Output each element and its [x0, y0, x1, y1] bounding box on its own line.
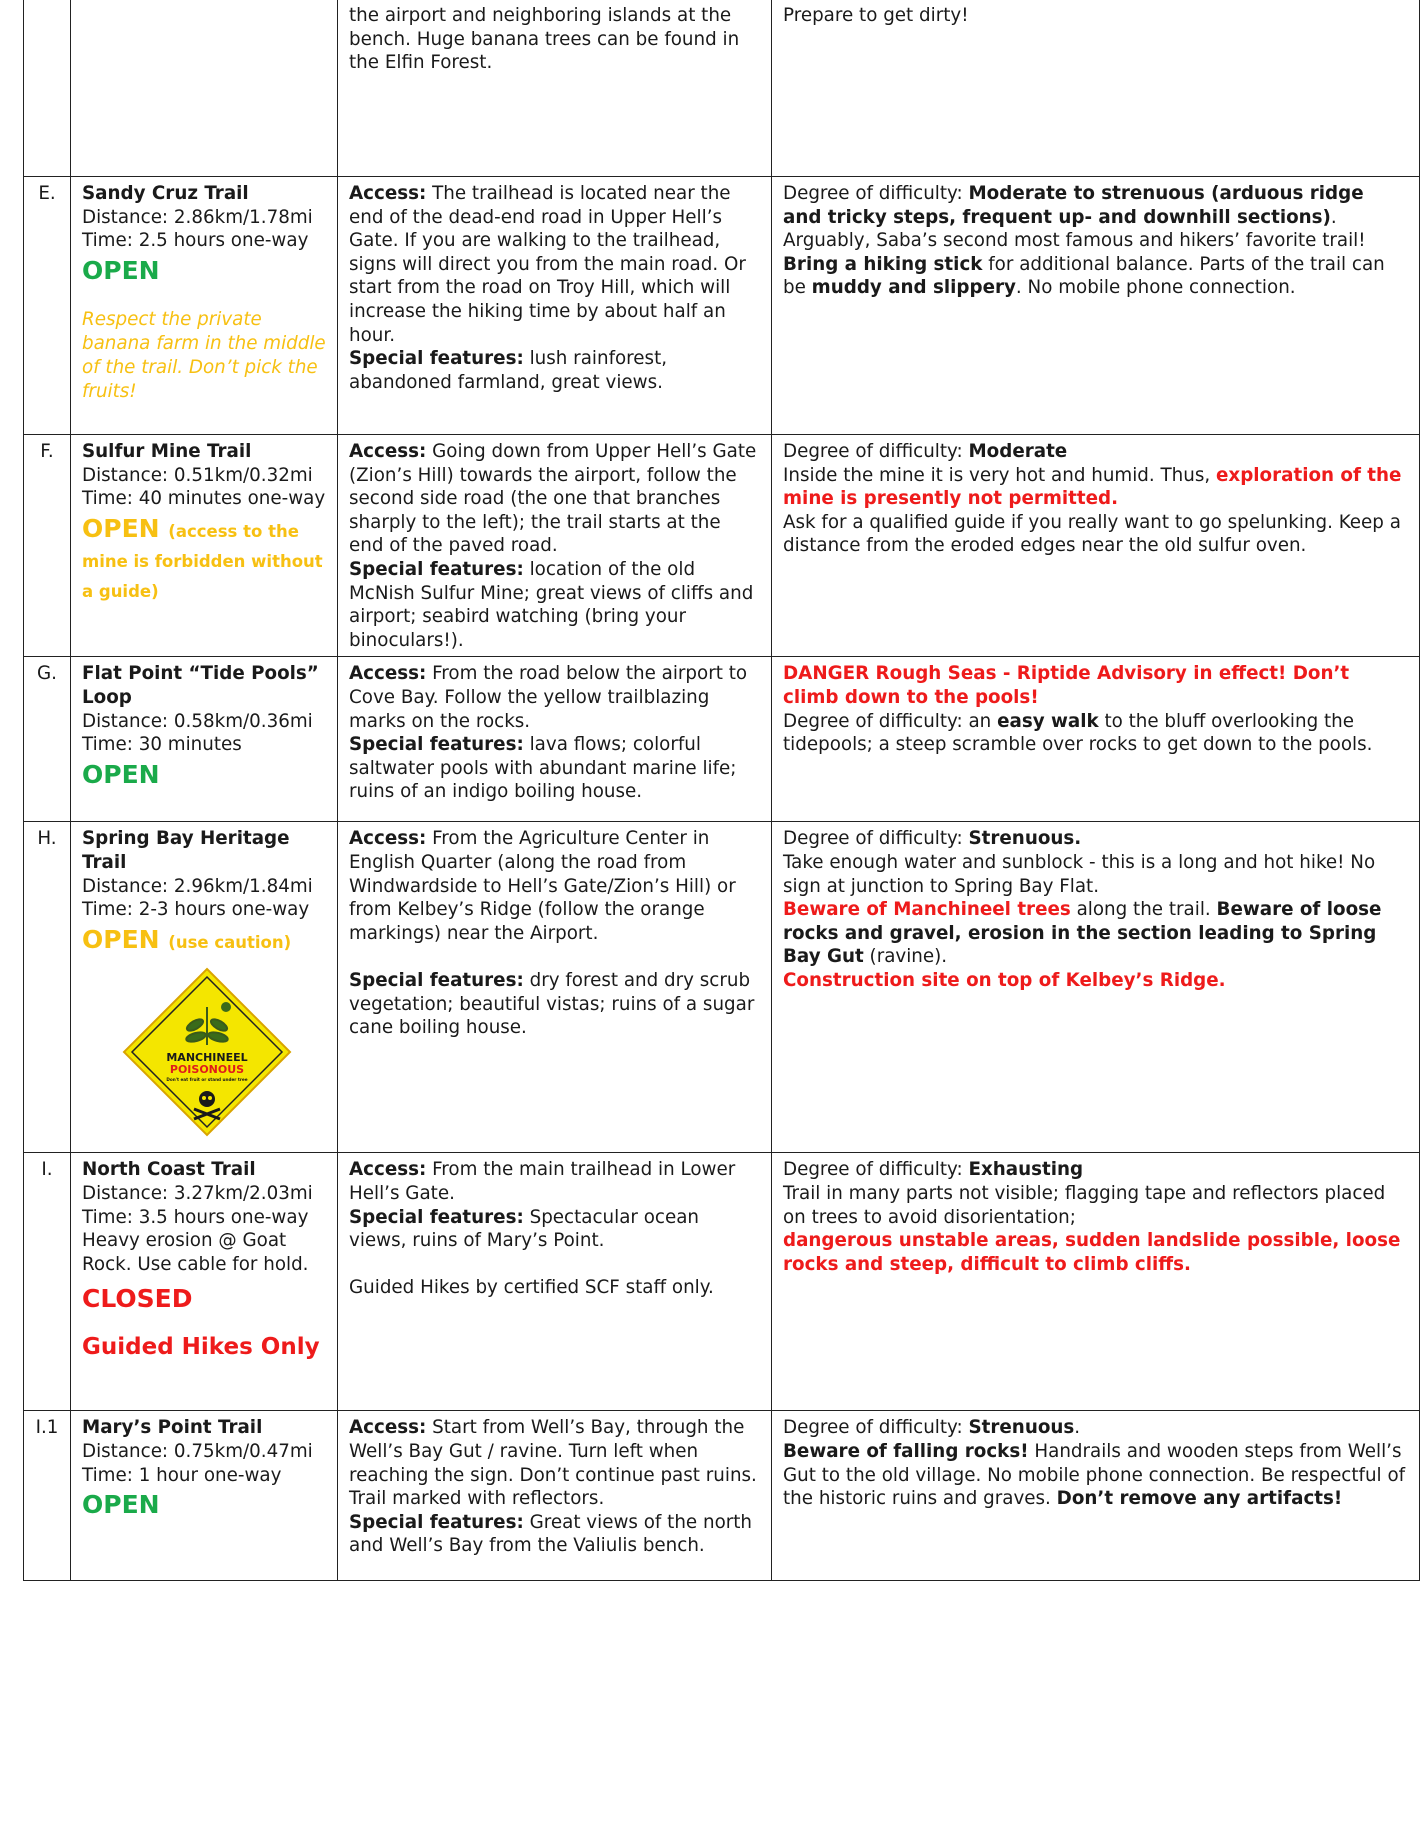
table-row	[24, 0, 1420, 177]
difficulty-cell: DANGER Rough Seas - Riptide Advisory in effect! Don’t climb down to the pools! Degree of difficulty: an easy walk to the bluff overlooking the tidepools; a steep scramble over rocks to get down to the pools.	[772, 657, 1420, 822]
poison-sign-icon	[122, 967, 292, 1137]
trail-distance: Distance: 2.86km/1.78mi	[82, 206, 313, 228]
access-label: Access:	[349, 441, 427, 462]
status-badge: OPEN (use caution)	[82, 924, 292, 954]
trail-note: Respect the private banana farm in the middle of the trail. Don’t pick the fruits!	[82, 308, 326, 402]
access-text: From the Agriculture Center in English Quarter (along the road from Windwardside to Hell’s Gate/Zion’s Hill) or from Kelbey’s Ridge (follow the orange markings) near the Airport.	[349, 828, 736, 944]
trail-distance: Distance: 0.51km/0.32mi	[82, 464, 313, 486]
difficulty-text: Prepare to get dirty!	[783, 5, 969, 26]
access-cell	[338, 177, 772, 435]
trail-info-cell	[71, 822, 338, 1153]
trail-time: Time: 30 minutes	[82, 734, 242, 756]
difficulty-cell	[772, 0, 1420, 177]
features-label: Special features:	[349, 1206, 524, 1228]
access-cell	[338, 0, 772, 177]
access-cell	[338, 822, 772, 1153]
trail-name: Sulfur Mine Trail	[82, 441, 252, 462]
difficulty-cell: Degree of difficulty: Moderate to strenuous (arduous ridge and tricky steps, frequent up- and downhill sections). Arguably, Saba’s second most famous and hikers’ favorite trail! Bring a hiking stick for additional balance. Parts of the trail can be muddy and slippery. No mobile phone connection.	[772, 177, 1420, 435]
features-label: Special features:	[349, 558, 524, 580]
row-id-cell	[24, 0, 71, 177]
row-id-cell: I.	[24, 1153, 71, 1411]
access-text: Going down from Upper Hell’s Gate (Zion’s Hill) towards the airport, follow the second side road (the one that branches sharply to the left); the trail starts at the end of the paved road.	[349, 441, 757, 557]
trails-table	[23, 0, 1420, 1581]
trail-distance: Distance: 3.27km/2.03mi	[82, 1182, 313, 1204]
manchineel-warning-sign-icon	[122, 967, 292, 1137]
trail-name: North Coast Trail	[82, 1159, 256, 1181]
features-text: Spectacular ocean views, ruins of Mary’s Point.	[349, 1206, 699, 1252]
access-text: the airport and neighboring islands at the bench. Huge banana trees can be found in the Elfin Forest.	[349, 5, 740, 74]
status-badge: OPEN (access to the mine is forbidden without a guide)	[82, 513, 323, 601]
difficulty-level: Moderate to strenuous (arduous ridge and tricky steps, frequent up- and downhill sections)	[783, 183, 1364, 228]
row-id-cell: G.	[24, 657, 71, 822]
access-cell	[338, 1411, 772, 1581]
access-text: From the main trailhead in Lower Hell’s Gate.	[349, 1159, 736, 1204]
access-cell	[338, 657, 772, 822]
features-label: Special features:	[349, 969, 524, 991]
table-row	[24, 822, 1420, 1153]
features-label: Special features:	[349, 1511, 524, 1533]
access-text: From the road below the airport to Cove Bay. Follow the yellow trailblazing marks on the rocks.	[349, 663, 748, 732]
access-text: The trailhead is located near the end of the dead-end road in Upper Hell’s Gate. If you are walking to the trailhead, signs will direct you from the main road. Or start from the road on Troy Hill, which will increase the hiking time by about half an hour.	[349, 183, 746, 346]
trail-info-cell	[71, 435, 338, 657]
difficulty-cell: Degree of difficulty: Exhausting Trail in many parts not visible; flagging tape and reflectors placed on trees to avoid disorientation; dangerous unstable areas, sudden landslide possible, loose rocks and steep, difficult to climb cliffs.	[772, 1153, 1420, 1411]
trail-info-cell	[71, 177, 338, 435]
access-label: Access:	[349, 183, 427, 204]
status-badge: OPEN	[82, 1490, 160, 1520]
trail-info-cell	[71, 0, 338, 177]
sign-subtext: Don't eat fruit or stand under tree	[166, 1076, 248, 1082]
row-id-cell: I.1	[24, 1411, 71, 1581]
table-row	[24, 435, 1420, 657]
difficulty-level: Exhausting	[968, 1159, 1084, 1181]
difficulty-level: Strenuous	[968, 1417, 1075, 1439]
difficulty-cell: Degree of difficulty: Moderate Inside the mine it is very hot and humid. Thus, exploration of the mine is presently not permitted. Ask for a qualified guide if you really want to go spelunking. Keep a distance from the eroded edges near the old sulfur oven.	[772, 435, 1420, 657]
features-text: Great views of the north and Well’s Bay from the Valiulis bench.	[349, 1511, 753, 1557]
row-id-cell: H.	[24, 822, 71, 1153]
table-row	[24, 1153, 1420, 1411]
sign-title: MANCHINEEL	[166, 1050, 248, 1064]
table-row	[24, 657, 1420, 822]
status-note: (use caution)	[168, 932, 292, 952]
features-label: Special features:	[349, 348, 524, 370]
trail-time: Time: 1 hour one-way	[82, 1464, 282, 1486]
access-text: Start from Well’s Bay, through the Well’s Bay Gut / ravine. Turn left when reaching the sign. Don’t continue past ruins. Trail marked with reflectors.	[349, 1417, 757, 1510]
trail-distance: Distance: 2.96km/1.84mi	[82, 875, 313, 897]
access-label: Access:	[349, 663, 427, 685]
access-label: Access:	[349, 1417, 427, 1439]
features-text: dry forest and dry scrub vegetation; beautiful vistas; ruins of a sugar cane boiling house.	[349, 969, 755, 1039]
features-text: lush rainforest, abandoned farmland, great views.	[349, 348, 668, 393]
trail-time: Time: 40 minutes one-way	[82, 488, 326, 510]
trail-info-cell	[71, 1411, 338, 1581]
row-id-cell: E.	[24, 177, 71, 435]
access-cell	[338, 1153, 772, 1411]
features-text: location of the old McNish Sulfur Mine; great views of cliffs and airport; seabird watching (bring your binoculars!).	[349, 558, 754, 651]
trail-time: Time: 2-3 hours one-way	[82, 899, 310, 921]
trail-info-cell	[71, 657, 338, 822]
trail-name: Flat Point “Tide Pools” Loop	[82, 663, 319, 708]
trail-info-cell	[71, 1153, 338, 1411]
trail-distance: Distance: 0.58km/0.36mi	[82, 710, 313, 732]
trail-distance: Distance: 0.75km/0.47mi	[82, 1440, 313, 1462]
table-row	[24, 177, 1420, 435]
difficulty-cell: Degree of difficulty: Strenuous. Take enough water and sunblock - this is a long and hot hike! No sign at junction to Spring Bay Flat. Beware of Manchineel trees along the trail. Beware of loose rocks and gravel, erosion in the section leading to Spring Bay Gut (ravine). Construction site on top of Kelbey’s Ridge.	[772, 822, 1420, 1153]
trail-name: Sandy Cruz Trail	[82, 183, 249, 204]
status-badge: OPEN	[82, 255, 160, 285]
trail-time: Time: 2.5 hours one-way	[82, 230, 309, 252]
trail-extra-note: Heavy erosion @ Goat Rock. Use cable for hold.	[82, 1230, 309, 1275]
guided-text: Guided Hikes by certified SCF staff only.	[349, 1277, 714, 1299]
difficulty-cell: Degree of difficulty: Strenuous. Beware of falling rocks! Handrails and wooden steps from Well’s Gut to the old village. No mobile phone connection. Be respectful of the historic ruins and graves. Don’t remove any artifacts!	[772, 1411, 1420, 1581]
sign-poisonous: POISONOUS	[169, 1062, 245, 1076]
access-cell	[338, 435, 772, 657]
status-badge: CLOSED	[82, 1284, 193, 1314]
trail-name: Spring Bay Heritage Trail	[82, 828, 290, 873]
status-badge: OPEN	[82, 759, 160, 789]
access-label: Access:	[349, 1159, 427, 1181]
features-label: Special features:	[349, 734, 524, 756]
features-text: lava flows; colorful saltwater pools with abundant marine life; ruins of an indigo boiling house.	[349, 734, 737, 803]
row-id-cell: F.	[24, 435, 71, 657]
access-label: Access:	[349, 828, 427, 850]
guided-only-badge: Guided Hikes Only	[82, 1334, 320, 1361]
trail-time: Time: 3.5 hours one-way	[82, 1206, 309, 1228]
trail-name: Mary’s Point Trail	[82, 1417, 263, 1439]
difficulty-level: Moderate	[968, 441, 1068, 462]
status-note: (access to the mine is forbidden without a guide)	[82, 521, 323, 601]
danger-warning: DANGER Rough Seas - Riptide Advisory in effect! Don’t climb down to the pools!	[783, 663, 1350, 708]
difficulty-level: Strenuous.	[968, 828, 1082, 850]
table-row	[24, 1411, 1420, 1581]
